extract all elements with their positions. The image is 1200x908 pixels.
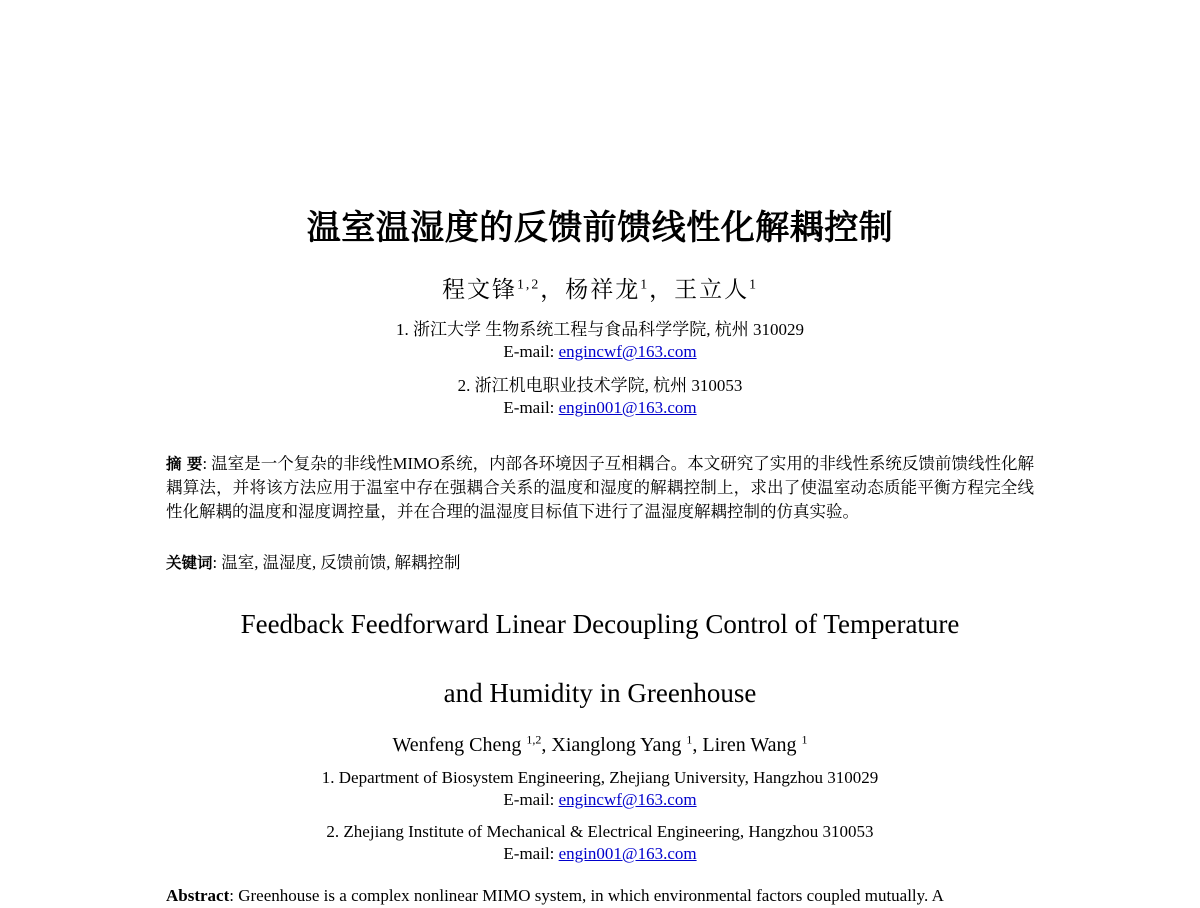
chinese-title: 温室温湿度的反馈前馈线性化解耦控制 (306, 208, 894, 248)
author-name: Liren Wang (702, 734, 802, 756)
author-name: 杨祥龙 (565, 277, 641, 302)
english-title-line-2: and Humidity in Greenhouse (443, 678, 757, 708)
author-name: 程文锋 (441, 277, 517, 302)
english-title-line-1: Feedback Feedforward Linear Decoupling Control of Temperature (240, 609, 960, 639)
chinese-affiliation-2: 2. 浙江机电职业技术学院, 杭州 310053 (457, 376, 743, 395)
chinese-email-line-1 (0, 341, 1200, 363)
email-link[interactable]: engin001@163.com (558, 398, 697, 417)
email-label: E-mail: (503, 844, 559, 863)
author-separator: ， (649, 277, 675, 302)
author-affiliation-mark: 1 (640, 276, 650, 292)
keywords-text: : 温室, 温湿度, 反馈前馈, 解耦控制 (212, 553, 461, 572)
english-authors (0, 732, 1200, 758)
author-separator: , (692, 734, 703, 756)
author-name: 王立人 (674, 277, 750, 302)
chinese-abstract (166, 452, 1034, 524)
english-abstract (166, 884, 1034, 908)
abstract-text: : 温室是一个复杂的非线性MIMO系统，内部各环境因子互相耦合。本文研究了实用的非线性系统反馈前馈线性化解耦算法，并将该方法应用于温室中存在强耦合关系的温度和湿度的解耦控制上，求出了使温室动态质能平衡方程完全线性化解耦的温度和湿度调控量，并在合理的温湿度目标值下进行了温湿度解耦控制的仿真实验。 (166, 454, 1034, 521)
author-affiliation-mark: 1,2 (516, 276, 541, 292)
abstract-label: Abstract (166, 886, 230, 905)
chinese-email-line-2 (0, 397, 1200, 419)
author-affiliation-mark: 1 (686, 732, 693, 747)
english-affiliation-1: 1. Department of Biosystem Engineering, Zhejiang University, Hangzhou 310029 (321, 768, 879, 787)
author-name: Xianglong Yang (551, 734, 687, 756)
chinese-affiliation-1: 1. 浙江大学 生物系统工程与食品科学学院, 杭州 310029 (396, 320, 804, 339)
author-affiliation-mark: 1 (801, 732, 808, 747)
abstract-label: 摘 要 (166, 455, 203, 473)
author-separator: ， (540, 277, 566, 302)
chinese-keywords (166, 551, 1034, 575)
email-link[interactable]: engin001@163.com (558, 844, 697, 863)
author-separator: , (541, 734, 552, 756)
chinese-authors (0, 275, 1200, 305)
email-label: E-mail: (503, 398, 559, 417)
author-affiliation-mark: 1,2 (526, 732, 542, 747)
author-affiliation-mark: 1 (749, 276, 759, 292)
email-link[interactable]: engincwf@163.com (558, 790, 697, 809)
english-affiliation-2: 2. Zhejiang Institute of Mechanical & Electrical Engineering, Hangzhou 310053 (326, 822, 874, 841)
author-name: Wenfeng Cheng (392, 734, 527, 756)
email-label: E-mail: (503, 790, 559, 809)
english-email-line-1 (0, 789, 1200, 811)
keywords-label: 关键词 (166, 554, 213, 572)
email-label: E-mail: (503, 342, 559, 361)
english-email-line-2 (0, 843, 1200, 865)
email-link[interactable]: engincwf@163.com (558, 342, 697, 361)
abstract-text: : Greenhouse is a complex nonlinear MIMO system, in which environmental factors coupled mutually. A (229, 886, 944, 905)
